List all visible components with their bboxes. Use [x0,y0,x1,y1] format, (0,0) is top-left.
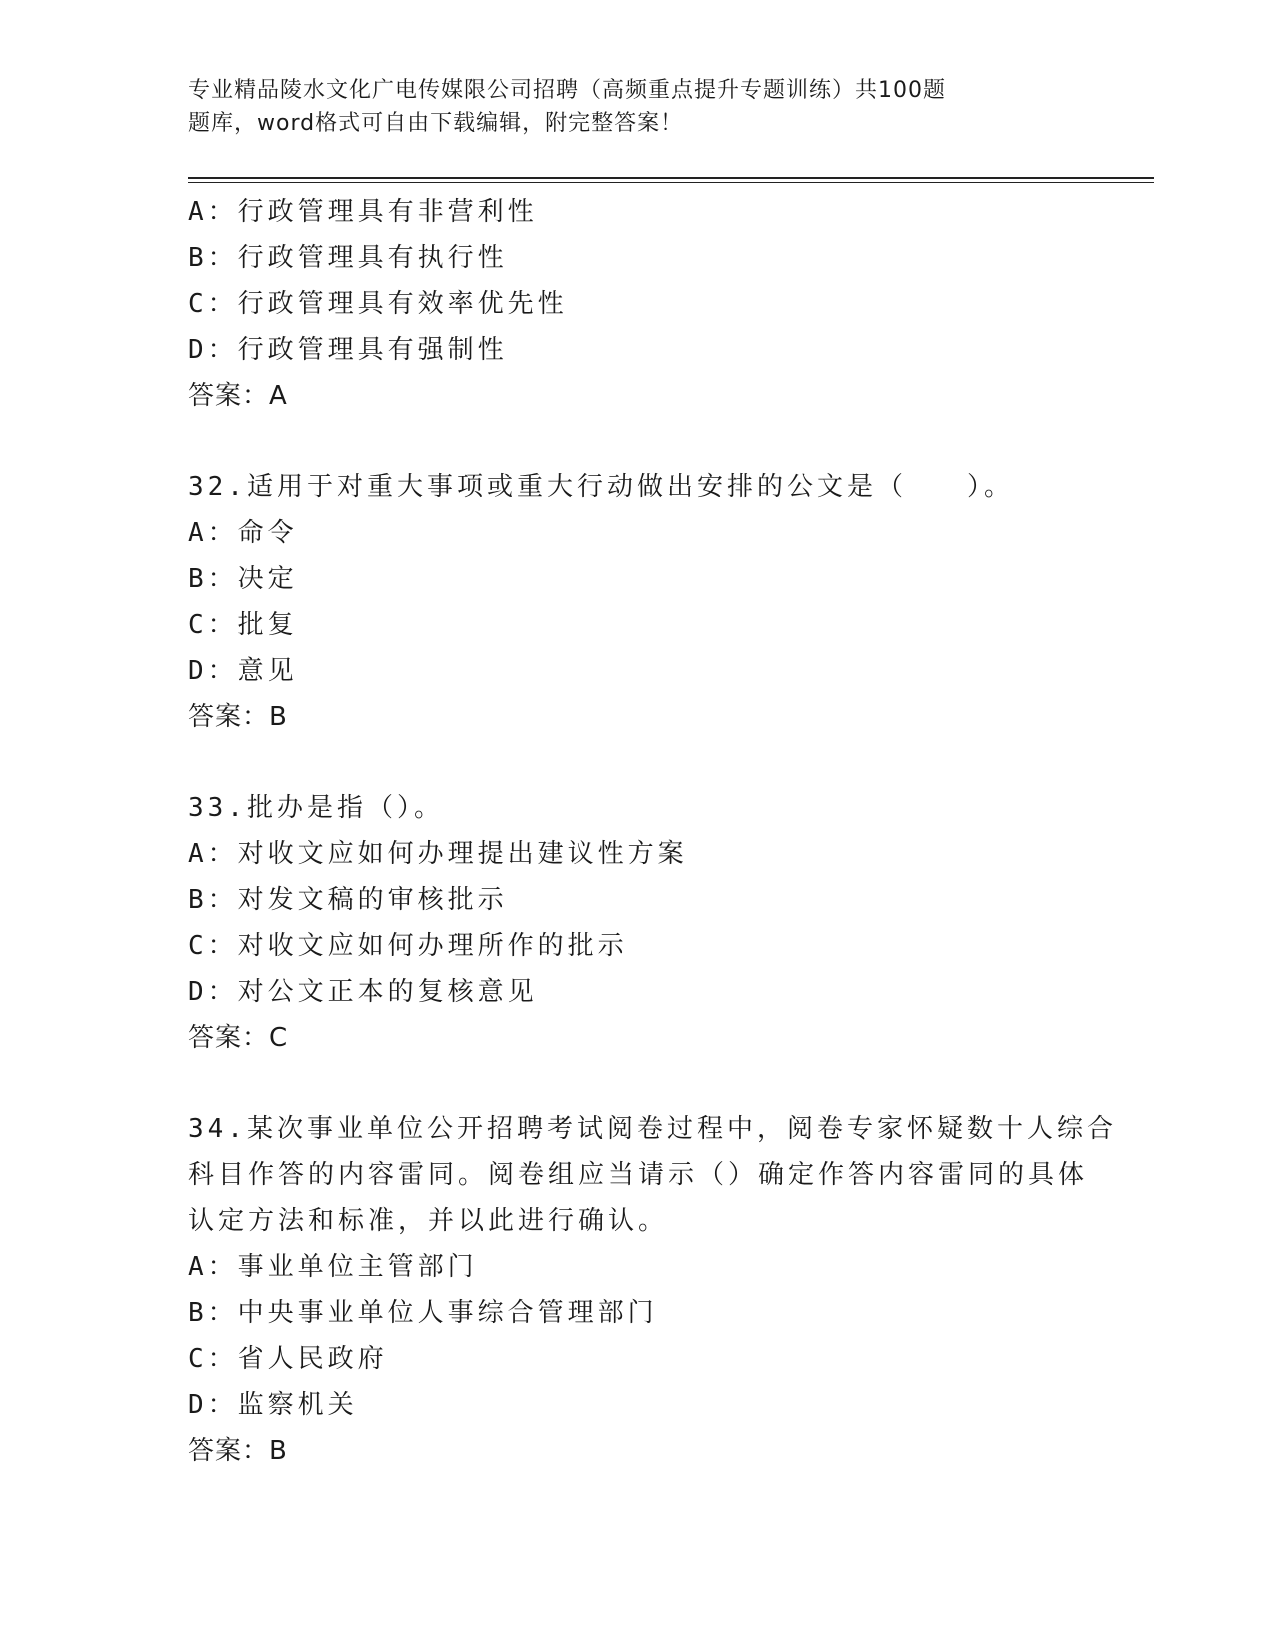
option-d: D：监察机关 [188,1390,358,1420]
question-text-line-1: 34.某次事业单位公开招聘考试阅卷过程中，阅卷专家怀疑数十人综合 [188,1114,1117,1144]
question-31 [188,189,1128,419]
option-b: B：决定 [188,564,298,594]
answer-line: 答案：C [188,1023,289,1053]
question-spacer [188,419,1128,464]
option-c: C：对收文应如何办理所作的批示 [188,931,628,961]
option-c: C：省人民政府 [188,1344,388,1374]
question-text: 32.适用于对重大事项或重大行动做出安排的公文是（ ）。 [188,472,1014,502]
option-c: C：行政管理具有效率优先性 [188,289,568,319]
answer-line: 答案：A [188,381,288,411]
option-a: A：对收文应如何办理提出建议性方案 [188,839,688,869]
option-a: A：行政管理具有非营利性 [188,197,538,227]
option-a: A：事业单位主管部门 [188,1252,478,1282]
question-spacer [188,1061,1128,1106]
question-33 [188,785,1128,1061]
question-32 [188,464,1128,740]
answer-line: 答案：B [188,702,288,732]
question-text [188,1106,1128,1244]
option-b: B：中央事业单位人事综合管理部门 [188,1298,658,1328]
option-d: D：意见 [188,656,298,686]
answer-line: 答案：B [188,1436,288,1466]
option-a: A：命令 [188,518,298,548]
header-divider-thin [188,182,1154,183]
question-text-line-3: 认定方法和标准，并以此进行确认。 [188,1206,669,1236]
question-34 [188,1106,1128,1474]
question-list [188,189,1128,1474]
header-title-line-2: 题库，word格式可自由下载编辑，附完整答案！ [188,111,684,136]
option-b: B：对发文稿的审核批示 [188,885,508,915]
option-c: C：批复 [188,610,298,640]
option-b: B：行政管理具有执行性 [188,243,508,273]
header-title-line-1: 专业精品陵水文化广电传媒限公司招聘（高频重点提升专题训练）共100题 [188,78,946,103]
option-d: D：行政管理具有强制性 [188,335,508,365]
header-divider-thick [188,177,1154,179]
document-header [188,74,1048,140]
question-spacer [188,740,1128,785]
question-text: 33.批办是指（）。 [188,793,444,823]
option-d: D：对公文正本的复核意见 [188,977,538,1007]
question-text-line-2: 科目作答的内容雷同。阅卷组应当请示（）确定作答内容雷同的具体 [188,1160,1089,1190]
